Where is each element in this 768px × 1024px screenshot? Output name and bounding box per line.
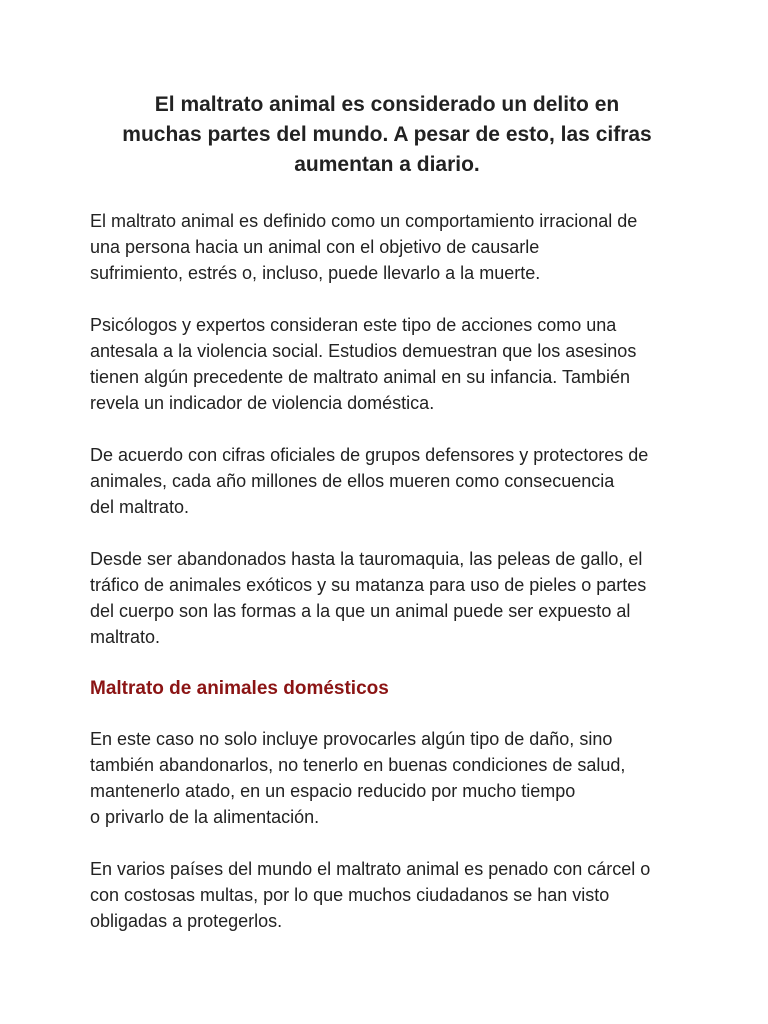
title-line: aumentan a diario. bbox=[294, 153, 480, 176]
text-line: mantenerlo atado, en un espacio reducido por mucho tiempo bbox=[90, 781, 576, 801]
section-heading: Maltrato de animales domésticos bbox=[90, 678, 389, 699]
text-line: revela un indicador de violencia doméstica. bbox=[90, 393, 435, 413]
paragraph-official-figures bbox=[90, 442, 684, 520]
text-line: El maltrato animal es definido como un comportamiento irracional de bbox=[90, 211, 638, 231]
article-title bbox=[90, 90, 684, 180]
text-line: sufrimiento, estrés o, incluso, puede llevarlo a la muerte. bbox=[90, 263, 541, 283]
article-body bbox=[90, 208, 684, 934]
text-line: En varios países del mundo el maltrato animal es penado con cárcel o bbox=[90, 859, 651, 879]
text-line: una persona hacia un animal con el objetivo de causarle bbox=[90, 237, 540, 257]
text-line: del maltrato. bbox=[90, 497, 190, 517]
paragraph-psychologists bbox=[90, 312, 684, 416]
title-line: El maltrato animal es considerado un delito en bbox=[154, 93, 620, 116]
text-line: también abandonarlos, no tenerlo en buenas condiciones de salud, bbox=[90, 755, 626, 775]
text-line: maltrato. bbox=[90, 627, 161, 647]
text-line: Psicólogos y expertos consideran este tipo de acciones como una bbox=[90, 315, 617, 335]
text-line: animales, cada año millones de ellos mueren como consecuencia bbox=[90, 471, 615, 491]
paragraph-definition bbox=[90, 208, 684, 286]
text-line: antesala a la violencia social. Estudios demuestran que los asesinos bbox=[90, 341, 637, 361]
paragraph-domestic-abuse bbox=[90, 726, 684, 830]
text-line: del cuerpo son las formas a la que un animal puede ser expuesto al bbox=[90, 601, 631, 621]
text-line: obligadas a protegerlos. bbox=[90, 911, 283, 931]
paragraph-penalties bbox=[90, 856, 684, 934]
text-line: De acuerdo con cifras oficiales de grupos defensores y protectores de bbox=[90, 445, 649, 465]
title-line: muchas partes del mundo. A pesar de esto, las cifras bbox=[122, 123, 652, 146]
paragraph-forms-of-abuse bbox=[90, 546, 684, 650]
text-line: tienen algún precedente de maltrato animal en su infancia. También bbox=[90, 367, 631, 387]
text-line: con costosas multas, por lo que muchos ciudadanos se han visto bbox=[90, 885, 610, 905]
text-line: o privarlo de la alimentación. bbox=[90, 807, 320, 827]
text-line: Desde ser abandonados hasta la tauromaquia, las peleas de gallo, el bbox=[90, 549, 643, 569]
text-line: En este caso no solo incluye provocarles algún tipo de daño, sino bbox=[90, 729, 613, 749]
text-line: tráfico de animales exóticos y su matanza para uso de pieles o partes bbox=[90, 575, 647, 595]
